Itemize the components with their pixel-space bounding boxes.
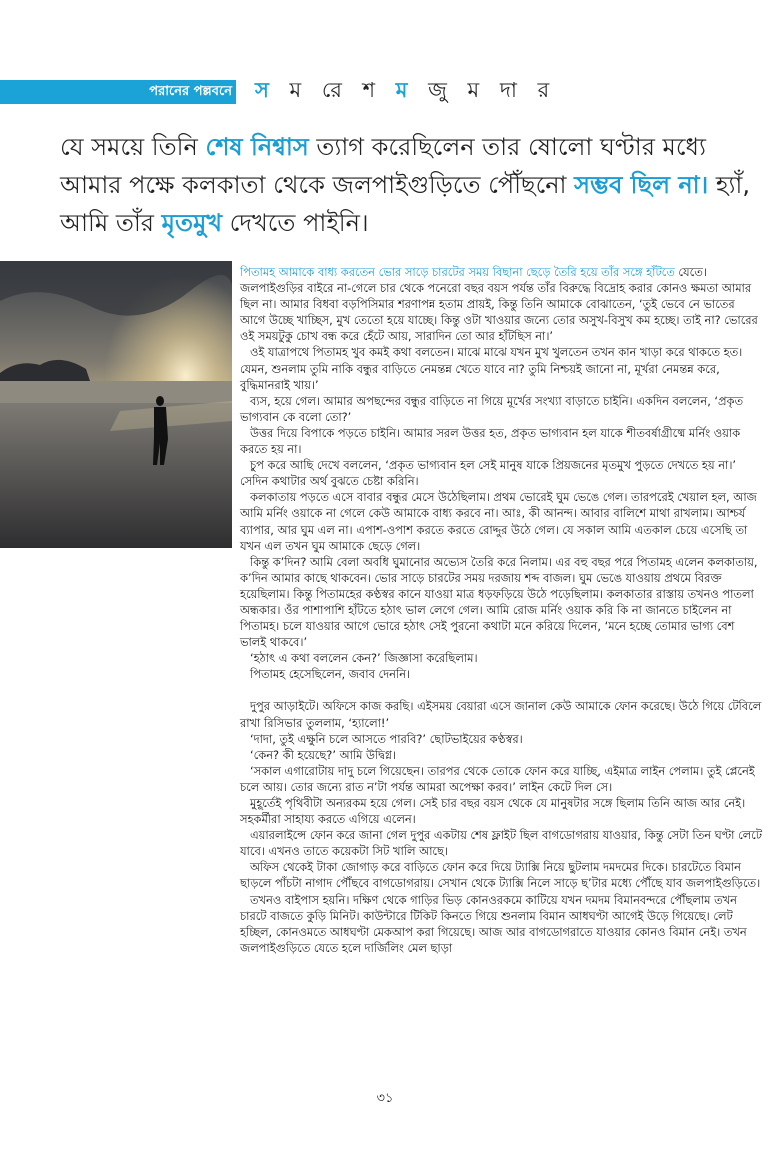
article-paragraph: চুপ করে আছি দেখে বললেন, ‘প্রকৃত ভাগ্যবান হল সেই মানুষ যাকে প্রিয়জনের মৃতমুখ পুড়তে দেখতে হয় না।’ সেদিন কথাটার অর্থ বুঝতে চেষ্টা করিনি। bbox=[240, 458, 737, 489]
article-paragraph: ‘কেন? কী হয়েছে?’ আমি উদ্বিগ্ন। bbox=[250, 747, 396, 762]
photo-sea bbox=[0, 381, 232, 403]
author-initial-2: ম bbox=[395, 78, 415, 102]
intro-highlight-3: মৃতমুখ bbox=[161, 209, 223, 237]
article-paragraph: তখনও বাইপাস হয়নি। দক্ষিণ থেকে গাড়ির ভিড় কোনওরকমে কাটিয়ে যখন দমদম বিমানবন্দরে পৌঁছলাম তখন চারটে বাজতে কুড়ি মিনিট। কাউন্টারে টিকিট কিনতে গিয়ে শুনলাম বিমান আধঘণ্টা আগেই উড়ে গিয়েছে। লেট হচ্ছিল, কোনওমতে আধঘণ্টা মেকআপ করা গিয়েছে। আজ আর বাগডোগরাতে যাওয়ার কোনও বিমান নেই। তখন জলপাইগুড়িতে যেতে হলে দার্জিলিং মেল ছাড়া bbox=[240, 892, 747, 955]
article-paragraph: এয়ারলাইন্সে ফোন করে জানা গেল দুপুর একটায় শেষ ফ্লাইট ছিল বাগডোগরায় যাওয়ার, কিন্তু সেটা তিন ঘণ্টা লেটে যাবে। এখনও তাতে কয়েকটা সিট খালি আছে। bbox=[240, 828, 762, 859]
column-title: পরানের পল্লবনে bbox=[149, 84, 232, 99]
author-name-part-1: ম রে শ bbox=[275, 78, 396, 102]
page-number: ৩১ bbox=[376, 1091, 394, 1106]
article-paragraph: ‘সকাল এগারোটায় দাদু চলে গিয়েছেন। তারপর থেকে তোকে ফোন করে যাচ্ছি, এইমাত্র লাইন পেলাম। তুই প্লেনেই চলে আয়। তোর জন্যে রাত ন’টা পর্যন্ত আমরা অপেক্ষা করব।’ লাইন কেটে দিল সে। bbox=[240, 763, 755, 794]
intro-pullquote bbox=[60, 128, 760, 242]
article-paragraph: মুহূর্তেই পৃথিবীটা অন্যরকম হয়ে গেল। সেই চার বছর বয়স থেকে যে মানুষটার সঙ্গে ছিলাম তিনি আজ আর নেই। সহকর্মীরা সাহায্য করতে এগিয়ে এলেন। bbox=[240, 796, 746, 827]
article-paragraph: দুপুর আড়াইটে। অফিসে কাজ করছি। এইসময় বেয়ারা এসে জানাল কেউ আমাকে ফোন করেছে। উঠে গিয়ে টেবিলে রাখা রিসিভার তুললাম, ‘হ্যালো!’ bbox=[240, 699, 762, 730]
column-header-band bbox=[0, 80, 236, 104]
intro-text-2: ত্যাগ করেছিলেন তার ষোলো ঘণ্টার মধ্যে আমার পক্ষে কলকাতা থেকে জলপাইগুড়িতে পৌঁছনো bbox=[60, 133, 706, 199]
author-name-part-2: জু ম দা র bbox=[414, 78, 557, 102]
article-paragraph: ‘দাদা, তুই এক্ষুনি চলে আসতে পারবি?’ ছোটভাইয়ের কণ্ঠস্বর। bbox=[250, 731, 523, 746]
article-body bbox=[240, 264, 762, 956]
article-paragraph bbox=[240, 264, 762, 344]
intro-highlight-2: সম্ভব ছিল না। bbox=[574, 171, 709, 199]
article-paragraph: উত্তর দিয়ে বিপাকে পড়তে চাইনি। আমার সরল উত্তর হত, প্রকৃত ভাগ্যবান হল যাকে শীতবর্ষাগ্রীষ্মে মর্নিং ওয়াক করতে হয় না। bbox=[240, 425, 741, 457]
article-paragraph: ব্যস, হয়ে গেল। আমার অপছন্দের বন্ধুর বাড়িতে না গিয়ে মূর্খের সংখ্যা বাড়াতে চাইনি। একদিন বললেন, ‘প্রকৃত ভাগ্যবান কে বলো তো?’ bbox=[240, 393, 744, 424]
article-paragraph: কিন্তু ক’দিন? আমি বেলা অবধি ঘুমানোর অভ্যেস তৈরি করে নিলাম। এর বহু বছর পরে পিতামহ এলেন কলকাতায়, ক’দিন আমার কাছে থাকবেন। ভোর সাড়ে চারটের সময় দরজায় শব্দ বাজল। ঘুম ভেঙে যাওয়ায় প্রথমে বিরক্ত হয়েছিলাম। কিন্তু পিতামহের কণ্ঠস্বর কানে যাওয়া মাত্র ধড়ফড়িয়ে উঠে পড়েছিলাম। কলকাতার রাস্তায় তখনও পাতলা অন্ধকার। ওঁর পাশাপাশি হাঁটতে হঠাৎ ভাল লেগে গেল। আমি রোজ মর্নিং ওয়াক করি কি না জানতে চাইলেন না পিতামহ। চলে যাওয়ার আগে ভোরে হঠাৎ সেই পুরনো কথাটা মনে করিয়ে দিলেন, ‘মনে হচ্ছে তোমার ভাগ্য বেশ ভালই থাকবে।’ bbox=[240, 554, 758, 650]
article-paragraph: কলকাতায় পড়তে এসে বাবার বন্ধুর মেসে উঠেছিলাম। প্রথম ভোরেই ঘুম ভেঙে গেল। তারপরেই খেয়াল হল, আজ আমি মর্নিং ওয়াকে না গেলে কেউ আমাকে বাধ্য করবে না। আঃ, কী আনন্দ। আবার বালিশে মাথা রাখলাম। আশ্চর্য ব্যাপার, আর ঘুম এল না। এপাশ-ওপাশ করতে করতে রোদ্দুর উঠে গেল। যে সকাল আমি এতকাল চেয়ে এসেছি তা যখন এল তখন ঘুম আমাকে ছেড়ে গেল। bbox=[240, 490, 757, 553]
beach-photo bbox=[0, 261, 232, 548]
article-paragraph: ওই যাত্রাপথে পিতামহ খুব কমই কথা বলতেন। মাঝে মাঝে যখন মুখ খুলতেন তখন কান খাড়া করে থাকতে হত। যেমন, শুনলাম তুমি নাকি বন্ধুর বাড়িতে নেমন্তন্ন খেতে যাবে না? তুমি নিশ্চয়ই জানো না, মূর্খরা নেমন্তন্ন করে, বুদ্ধিমানরাই খায়।’ bbox=[240, 345, 743, 392]
intro-highlight-1: শেষ নিশ্বাস bbox=[205, 133, 309, 161]
article-paragraph: ‘হঠাৎ এ কথা বললেন কেন?’ জিজ্ঞাসা করেছিলাম। bbox=[250, 651, 478, 666]
author-initial-1: স bbox=[255, 78, 276, 102]
author-name bbox=[255, 74, 556, 109]
lead-in-highlight: পিতামহ আমাকে বাধ্য করতেন ভোর সাড়ে চারটের সময় বিছানা ছেড়ে তৈরি হয়ে তাঁর সঙ্গে হাঁটতে bbox=[240, 265, 675, 279]
intro-text-4: দেখতে পাইনি। bbox=[222, 209, 369, 237]
article-paragraph: অফিস থেকেই টাকা জোগাড় করে বাড়িতে ফোন করে দিয়ে ট্যাক্সি নিয়ে ছুটলাম দমদমের দিকে। চারটেতে বিমান ছাড়লে পাঁচটা নাগাদ পৌঁছবে বাগডোগরায়। সেখান থেকে ট্যাক্সি নিলে সাড়ে ছ’টার মধ্যে পৌঁছে যাব জলপাইগুড়িতে। bbox=[240, 860, 761, 891]
article-paragraph: পিতামহ হেসেছিলেন, জবাব দেননি। bbox=[250, 667, 411, 682]
intro-text-3: হ্যাঁ, আমি তাঁর bbox=[60, 171, 750, 237]
lead-in-text: যেতে। জলপাইগুড়ির বাইরে না-গেলে চার থেকে পনেরো বছর বয়স পর্যন্ত তাঁর বিরুদ্ধে বিদ্রোহ করার কোনও ক্ষমতা আমার ছিল না। আমার বিধবা বড়পিসিমার শরণাপন্ন হতাম প্রায়ই, কিন্তু তিনি আমাকে বোঝাতেন, ‘তুই ভেবে নে ভাতের আগে উচ্ছে খাচ্ছিস, মুখ তেতো হয়ে যাচ্ছে। কিন্তু ওটা খাওয়ার জন্যে তোর অসুখ-বিসুখ কম হচ্ছে। তাই না? ভোরের ওই সময়টুকু চোখ বন্ধ করে হেঁটে আয়, সারাদিন তো আর হাঁটছিস না।’ bbox=[240, 265, 758, 344]
intro-text-1: যে সময়ে তিনি bbox=[60, 133, 206, 161]
